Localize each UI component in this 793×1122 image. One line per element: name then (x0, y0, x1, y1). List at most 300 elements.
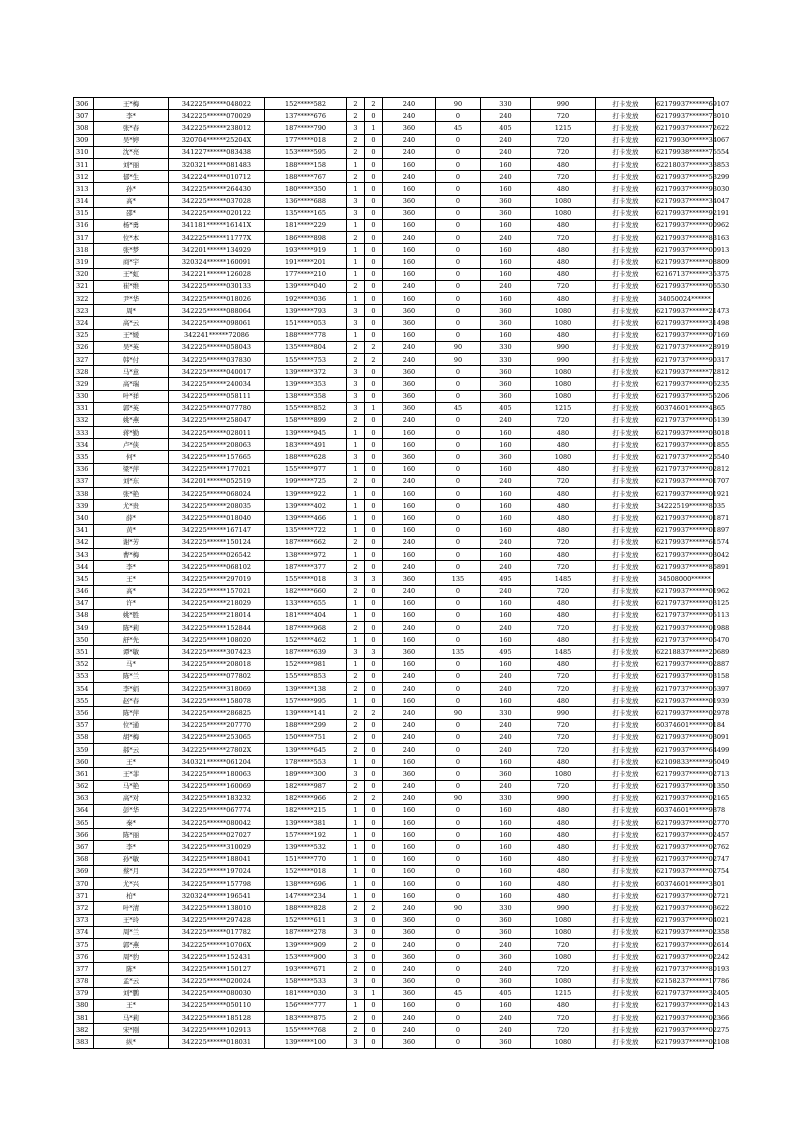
table-body (74, 98, 730, 1049)
count-a-cell: 3 (347, 975, 365, 987)
amount-a-cell: 240 (383, 622, 436, 634)
amount-a-cell: 160 (383, 244, 436, 256)
amount-b-cell: 0 (436, 975, 481, 987)
count-b-cell: 0 (365, 756, 383, 768)
count-a-cell: 1 (347, 841, 365, 853)
amount-b-cell: 0 (436, 268, 481, 280)
monthly-total-cell: 160 (481, 695, 531, 707)
total-amount-cell: 480 (531, 817, 596, 829)
payment-method-cell: 打卡发放 (596, 804, 656, 816)
payment-method-cell: 打卡发放 (596, 232, 656, 244)
amount-a-cell: 160 (383, 890, 436, 902)
bank-account-cell: 34222519******8035 (656, 500, 714, 512)
person-name-cell: 陈*丽 (94, 829, 169, 841)
phone-number-cell: 155*****768 (265, 1024, 347, 1036)
amount-a-cell: 240 (383, 683, 436, 695)
total-amount-cell: 720 (531, 171, 596, 183)
bank-account-cell: 62179937******78010 (656, 110, 714, 122)
phone-number-cell: 137*****676 (265, 110, 347, 122)
person-name-cell: 李* (94, 110, 169, 122)
count-b-cell: 2 (365, 341, 383, 353)
phone-number-cell: 139*****645 (265, 743, 347, 755)
bank-account-cell: 62179937******02275 (656, 1024, 714, 1036)
table-row (74, 963, 714, 975)
id-number-cell: 342225******027027 (169, 829, 265, 841)
payment-method-cell: 打卡发放 (596, 768, 656, 780)
id-number-cell: 342225******208035 (169, 500, 265, 512)
person-name-cell: 薛* (94, 512, 169, 524)
row-number-cell: 356 (74, 707, 94, 719)
count-b-cell: 0 (365, 597, 383, 609)
count-a-cell: 2 (347, 902, 365, 914)
id-number-cell: 342225******264430 (169, 183, 265, 195)
total-amount-cell: 480 (531, 865, 596, 877)
table-row (74, 561, 714, 573)
bank-account-cell: 62179937******02713 (656, 768, 714, 780)
amount-a-cell: 240 (383, 585, 436, 597)
count-b-cell: 0 (365, 536, 383, 548)
bank-account-cell: 62179930******34067 (656, 134, 714, 146)
table-row (74, 853, 714, 865)
payment-method-cell: 打卡发放 (596, 390, 656, 402)
count-a-cell: 2 (347, 110, 365, 122)
amount-a-cell: 240 (383, 171, 436, 183)
count-a-cell: 1 (347, 548, 365, 560)
person-name-cell: 胡*梅 (94, 731, 169, 743)
total-amount-cell: 1080 (531, 975, 596, 987)
amount-a-cell: 160 (383, 329, 436, 341)
id-number-cell: 342225******026542 (169, 548, 265, 560)
table-row (74, 171, 714, 183)
bank-account-cell: 60374601******9878 (656, 804, 714, 816)
amount-a-cell: 240 (383, 719, 436, 731)
total-amount-cell: 480 (531, 219, 596, 231)
total-amount-cell: 720 (531, 110, 596, 122)
amount-a-cell: 160 (383, 256, 436, 268)
row-number-cell: 377 (74, 963, 94, 975)
row-number-cell: 381 (74, 1012, 94, 1024)
id-number-cell: 342224******010712 (169, 171, 265, 183)
count-b-cell: 0 (365, 293, 383, 305)
amount-b-cell: 0 (436, 597, 481, 609)
amount-a-cell: 160 (383, 804, 436, 816)
monthly-total-cell: 240 (481, 585, 531, 597)
count-a-cell: 1 (347, 500, 365, 512)
count-b-cell: 0 (365, 366, 383, 378)
payment-method-cell: 打卡发放 (596, 207, 656, 219)
count-b-cell: 0 (365, 329, 383, 341)
phone-number-cell: 183*****491 (265, 439, 347, 451)
amount-b-cell: 0 (436, 414, 481, 426)
phone-number-cell: 188*****767 (265, 171, 347, 183)
phone-number-cell: 193*****919 (265, 244, 347, 256)
bank-account-cell: 62179937******69107 (656, 98, 714, 110)
count-b-cell: 0 (365, 878, 383, 890)
monthly-total-cell: 160 (481, 488, 531, 500)
id-number-cell: 342225******088064 (169, 305, 265, 317)
count-b-cell: 0 (365, 1012, 383, 1024)
bank-account-cell: 62179937******21473 (656, 305, 714, 317)
bank-account-cell: 62179937******06530 (656, 280, 714, 292)
amount-b-cell: 0 (436, 280, 481, 292)
table-row (74, 414, 714, 426)
person-name-cell: 宋*刚 (94, 1024, 169, 1036)
count-b-cell: 0 (365, 609, 383, 621)
row-number-cell: 327 (74, 353, 94, 365)
row-number-cell: 358 (74, 731, 94, 743)
amount-a-cell: 240 (383, 963, 436, 975)
row-number-cell: 335 (74, 451, 94, 463)
count-a-cell: 2 (347, 134, 365, 146)
total-amount-cell: 480 (531, 463, 596, 475)
row-number-cell: 345 (74, 573, 94, 585)
amount-a-cell: 240 (383, 232, 436, 244)
amount-a-cell: 160 (383, 548, 436, 560)
table-row (74, 756, 714, 768)
payment-method-cell: 打卡发放 (596, 658, 656, 670)
count-b-cell: 0 (365, 463, 383, 475)
count-b-cell: 3 (365, 646, 383, 658)
count-b-cell: 0 (365, 853, 383, 865)
person-name-cell: 谭*敏 (94, 646, 169, 658)
payment-method-cell: 打卡发放 (596, 634, 656, 646)
row-number-cell: 376 (74, 951, 94, 963)
id-number-cell: 342241******72086 (169, 329, 265, 341)
phone-number-cell: 158*****899 (265, 414, 347, 426)
table-row (74, 938, 714, 950)
amount-a-cell: 240 (383, 1012, 436, 1024)
person-name-cell: 曹*梅 (94, 548, 169, 560)
id-number-cell: 342225******068024 (169, 488, 265, 500)
payment-method-cell: 打卡发放 (596, 1024, 656, 1036)
person-name-cell: 尤*贵 (94, 500, 169, 512)
amount-b-cell: 0 (436, 561, 481, 573)
amount-a-cell: 160 (383, 817, 436, 829)
person-name-cell: 吴*婷 (94, 134, 169, 146)
id-number-cell: 342225******030133 (169, 280, 265, 292)
monthly-total-cell: 160 (481, 890, 531, 902)
count-a-cell: 3 (347, 951, 365, 963)
amount-b-cell: 0 (436, 1012, 481, 1024)
phone-number-cell: 155*****853 (265, 670, 347, 682)
count-a-cell: 2 (347, 731, 365, 743)
amount-b-cell: 0 (436, 890, 481, 902)
payment-method-cell: 打卡发放 (596, 146, 656, 158)
monthly-total-cell: 360 (481, 914, 531, 926)
bank-account-cell: 62179937******02887 (656, 658, 714, 670)
payment-method-cell: 打卡发放 (596, 171, 656, 183)
bank-account-cell: 62179937******00913 (656, 244, 714, 256)
table-row (74, 695, 714, 707)
amount-a-cell: 240 (383, 792, 436, 804)
phone-number-cell: 151*****053 (265, 317, 347, 329)
monthly-total-cell: 160 (481, 219, 531, 231)
row-number-cell: 364 (74, 804, 94, 816)
amount-b-cell: 0 (436, 634, 481, 646)
bank-account-cell: 62179737******05139 (656, 414, 714, 426)
phone-number-cell: 139*****922 (265, 488, 347, 500)
phone-number-cell: 155*****852 (265, 402, 347, 414)
phone-number-cell: 188*****828 (265, 902, 347, 914)
count-b-cell: 0 (365, 488, 383, 500)
amount-b-cell: 0 (436, 756, 481, 768)
person-name-cell: 商*宇 (94, 256, 169, 268)
person-name-cell: 郝*云 (94, 743, 169, 755)
amount-b-cell: 0 (436, 878, 481, 890)
table-row (74, 402, 714, 414)
monthly-total-cell: 160 (481, 865, 531, 877)
bank-account-cell: 62179737******05397 (656, 683, 714, 695)
amount-b-cell: 0 (436, 683, 481, 695)
total-amount-cell: 480 (531, 878, 596, 890)
person-name-cell: 郭*燕 (94, 938, 169, 950)
payment-method-cell: 打卡发放 (596, 951, 656, 963)
id-number-cell: 342225******080042 (169, 817, 265, 829)
count-a-cell: 1 (347, 244, 365, 256)
bank-account-cell: 62179937******86891 (656, 561, 714, 573)
payment-method-cell: 打卡发放 (596, 341, 656, 353)
id-number-cell: 342225******307423 (169, 646, 265, 658)
person-name-cell: 王* (94, 573, 169, 585)
payment-method-cell: 打卡发放 (596, 305, 656, 317)
row-number-cell: 340 (74, 512, 94, 524)
payment-method-cell: 打卡发放 (596, 878, 656, 890)
id-number-cell: 342225******048022 (169, 98, 265, 110)
row-number-cell: 320 (74, 268, 94, 280)
count-b-cell: 0 (365, 512, 383, 524)
amount-a-cell: 240 (383, 707, 436, 719)
id-number-cell: 342225******017782 (169, 926, 265, 938)
payment-method-cell: 打卡发放 (596, 268, 656, 280)
count-a-cell: 2 (347, 622, 365, 634)
table-row (74, 926, 714, 938)
amount-b-cell: 0 (436, 256, 481, 268)
phone-number-cell: 177*****018 (265, 134, 347, 146)
total-amount-cell: 480 (531, 244, 596, 256)
payment-method-cell: 打卡发放 (596, 573, 656, 585)
payment-method-cell: 打卡发放 (596, 244, 656, 256)
count-a-cell: 2 (347, 743, 365, 755)
payment-method-cell: 打卡发放 (596, 731, 656, 743)
total-amount-cell: 1215 (531, 987, 596, 999)
id-number-cell: 342225******160069 (169, 780, 265, 792)
phone-number-cell: 186*****898 (265, 232, 347, 244)
bank-account-cell: 62179937******02747 (656, 853, 714, 865)
table-row (74, 488, 714, 500)
row-number-cell: 317 (74, 232, 94, 244)
amount-b-cell: 0 (436, 585, 481, 597)
monthly-total-cell: 240 (481, 963, 531, 975)
person-name-cell: 马*意 (94, 366, 169, 378)
amount-a-cell: 360 (383, 1036, 436, 1048)
total-amount-cell: 1080 (531, 378, 596, 390)
row-number-cell: 349 (74, 622, 94, 634)
id-number-cell: 342225******058111 (169, 390, 265, 402)
table-row (74, 914, 714, 926)
count-a-cell: 1 (347, 158, 365, 170)
id-number-cell: 342225******185128 (169, 1012, 265, 1024)
row-number-cell: 378 (74, 975, 94, 987)
id-number-cell: 342225******152431 (169, 951, 265, 963)
bank-account-cell: 34508000****** (656, 573, 714, 585)
payment-method-cell: 打卡发放 (596, 597, 656, 609)
monthly-total-cell: 360 (481, 1036, 531, 1048)
amount-a-cell: 360 (383, 914, 436, 926)
bank-account-cell: 62179937******64499 (656, 743, 714, 755)
id-number-cell: 342225******157798 (169, 878, 265, 890)
person-name-cell: 周* (94, 305, 169, 317)
phone-number-cell: 192*****036 (265, 293, 347, 305)
id-number-cell: 342225******286825 (169, 707, 265, 719)
id-number-cell: 342225******080030 (169, 987, 265, 999)
table-row (74, 975, 714, 987)
total-amount-cell: 480 (531, 512, 596, 524)
table-row (74, 122, 714, 134)
payment-method-cell: 打卡发放 (596, 914, 656, 926)
amount-b-cell: 0 (436, 244, 481, 256)
person-name-cell: 梁*萍 (94, 463, 169, 475)
monthly-total-cell: 360 (481, 951, 531, 963)
count-b-cell: 0 (365, 475, 383, 487)
phone-number-cell: 158*****533 (265, 975, 347, 987)
person-name-cell: 刘*东 (94, 475, 169, 487)
phone-number-cell: 182*****966 (265, 792, 347, 804)
row-number-cell: 328 (74, 366, 94, 378)
bank-account-cell: 62179937******03018 (656, 427, 714, 439)
table-row (74, 195, 714, 207)
count-a-cell: 1 (347, 853, 365, 865)
count-a-cell: 2 (347, 341, 365, 353)
row-number-cell: 352 (74, 658, 94, 670)
amount-b-cell: 0 (436, 938, 481, 950)
total-amount-cell: 720 (531, 280, 596, 292)
bank-account-cell: 62179937******01897 (656, 524, 714, 536)
total-amount-cell: 480 (531, 853, 596, 865)
count-b-cell: 2 (365, 902, 383, 914)
bank-account-cell: 62179937******00962 (656, 219, 714, 231)
bank-account-cell: 62179937******01921 (656, 488, 714, 500)
total-amount-cell: 480 (531, 293, 596, 305)
monthly-total-cell: 160 (481, 609, 531, 621)
count-b-cell: 0 (365, 305, 383, 317)
total-amount-cell: 480 (531, 999, 596, 1011)
table-row (74, 817, 714, 829)
person-name-cell: 舒*先 (94, 634, 169, 646)
count-a-cell: 1 (347, 695, 365, 707)
table-row (74, 841, 714, 853)
count-a-cell: 1 (347, 268, 365, 280)
amount-a-cell: 360 (383, 122, 436, 134)
amount-a-cell: 360 (383, 305, 436, 317)
count-a-cell: 2 (347, 707, 365, 719)
bank-account-cell: 62179937******01871 (656, 512, 714, 524)
table-row (74, 548, 714, 560)
person-name-cell: 谢*芳 (94, 536, 169, 548)
person-name-cell: 马* (94, 658, 169, 670)
bank-account-cell: 62179937******72622 (656, 122, 714, 134)
row-number-cell: 348 (74, 609, 94, 621)
count-b-cell: 0 (365, 500, 383, 512)
monthly-total-cell: 240 (481, 414, 531, 426)
amount-a-cell: 360 (383, 926, 436, 938)
row-number-cell: 314 (74, 195, 94, 207)
amount-a-cell: 160 (383, 634, 436, 646)
row-number-cell: 310 (74, 146, 94, 158)
amount-b-cell: 0 (436, 548, 481, 560)
person-name-cell: 邵* (94, 207, 169, 219)
id-number-cell: 342225******177021 (169, 463, 265, 475)
payment-method-cell: 打卡发放 (596, 317, 656, 329)
bank-account-cell: 62179938******75554 (656, 146, 714, 158)
total-amount-cell: 480 (531, 829, 596, 841)
id-number-cell: 342225******167147 (169, 524, 265, 536)
amount-b-cell: 0 (436, 695, 481, 707)
payment-method-cell: 打卡发放 (596, 183, 656, 195)
total-amount-cell: 1080 (531, 951, 596, 963)
id-number-cell: 320324******160091 (169, 256, 265, 268)
count-b-cell: 0 (365, 1036, 383, 1048)
total-amount-cell: 720 (531, 414, 596, 426)
monthly-total-cell: 240 (481, 1012, 531, 1024)
phone-number-cell: 156*****777 (265, 999, 347, 1011)
bank-account-cell: 62179737******26540 (656, 451, 714, 463)
table-row (74, 268, 714, 280)
amount-b-cell: 0 (436, 232, 481, 244)
total-amount-cell: 480 (531, 183, 596, 195)
count-b-cell: 0 (365, 378, 383, 390)
count-a-cell: 2 (347, 414, 365, 426)
payment-method-cell: 打卡发放 (596, 366, 656, 378)
bank-account-cell: 62179937******02614 (656, 938, 714, 950)
monthly-total-cell: 240 (481, 719, 531, 731)
row-number-cell: 329 (74, 378, 94, 390)
phone-number-cell: 155*****018 (265, 573, 347, 585)
total-amount-cell: 1080 (531, 451, 596, 463)
table-row (74, 146, 714, 158)
person-name-cell: 李* (94, 841, 169, 853)
phone-number-cell: 188*****158 (265, 158, 347, 170)
total-amount-cell: 1080 (531, 317, 596, 329)
bank-account-cell: 62179737******03125 (656, 597, 714, 609)
payment-method-cell: 打卡发放 (596, 841, 656, 853)
phone-number-cell: 178*****553 (265, 756, 347, 768)
payment-method-cell: 打卡发放 (596, 512, 656, 524)
amount-b-cell: 0 (436, 731, 481, 743)
table-row (74, 622, 714, 634)
count-a-cell: 3 (347, 914, 365, 926)
person-name-cell: 郁*生 (94, 171, 169, 183)
row-number-cell: 307 (74, 110, 94, 122)
row-number-cell: 322 (74, 293, 94, 305)
count-b-cell: 0 (365, 110, 383, 122)
person-name-cell: 孙* (94, 183, 169, 195)
table-row (74, 134, 714, 146)
count-a-cell: 1 (347, 329, 365, 341)
bank-account-cell: 62179937******03091 (656, 731, 714, 743)
row-number-cell: 362 (74, 780, 94, 792)
bank-account-cell: 62179737******80193 (656, 963, 714, 975)
amount-a-cell: 360 (383, 573, 436, 585)
total-amount-cell: 1080 (531, 366, 596, 378)
id-number-cell: 342225******028011 (169, 427, 265, 439)
amount-a-cell: 160 (383, 512, 436, 524)
row-number-cell: 367 (74, 841, 94, 853)
count-b-cell: 0 (365, 975, 383, 987)
total-amount-cell: 1080 (531, 926, 596, 938)
monthly-total-cell: 160 (481, 658, 531, 670)
person-name-cell: 王* (94, 999, 169, 1011)
monthly-total-cell: 240 (481, 622, 531, 634)
